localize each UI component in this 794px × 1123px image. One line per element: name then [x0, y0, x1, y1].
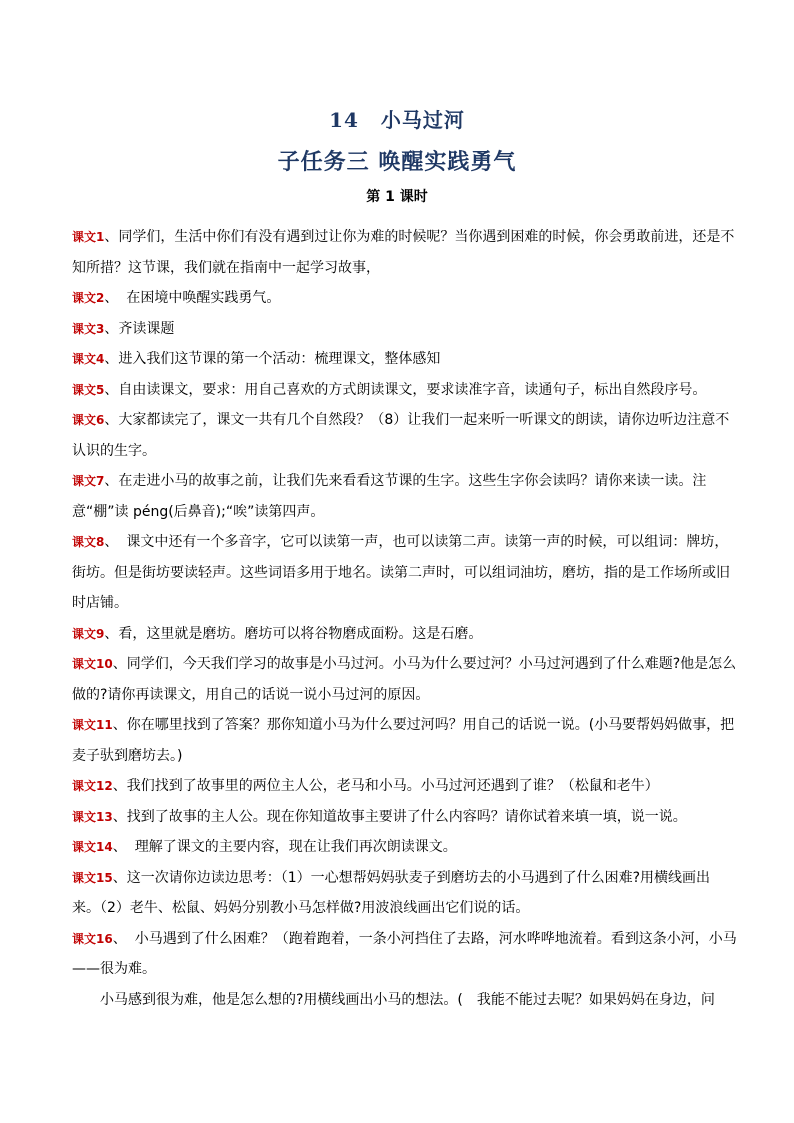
text-paragraph: [72, 832, 738, 863]
paragraph-label: 课文7: [72, 474, 105, 488]
paragraph-separator: 、: [104, 351, 119, 367]
paragraph-separator: 、: [112, 869, 127, 886]
text-paragraph: [72, 405, 738, 466]
text-paragraph: [72, 314, 738, 345]
paragraph-separator: 、: [112, 778, 127, 794]
paragraph-text: 齐读课题: [118, 320, 175, 337]
paragraph-text: 看，这里就是磨坊。磨坊可以将谷物磨成面粉。这是石磨。: [118, 625, 483, 642]
paragraph-separator: 、: [104, 473, 119, 489]
paragraph-separator: 、: [104, 320, 119, 337]
paragraph-label: 课文1: [72, 230, 105, 244]
paragraph-label: 课文12: [72, 779, 113, 793]
paragraph-text: 在困境中唤醒实践勇气。: [126, 290, 281, 306]
paragraph-text: 在走进小马的故事之前，让我们先来看看这节课的生字。这些生字你会读吗？请你来读一读。注意“棚”读 péng(后鼻音);“唉”读第四声。: [72, 473, 707, 520]
paragraph-label: 课文14: [72, 840, 113, 854]
closing-paragraph: 小马感到很为难，他是怎么想的?用横线画出小马的想法。( 我能不能过去呢？如果妈妈在身边，问: [100, 991, 715, 1008]
paragraph-text: 同学们，生活中你们有没有遇到过让你为难的时候呢？当你遇到困难的时候，你会勇敢前进，还是不知所措？这节课，我们就在指南中一起学习故事，: [72, 229, 735, 276]
paragraph-label: 课文4: [72, 352, 105, 366]
text-paragraph: [72, 283, 738, 314]
lesson-title: [0, 104, 794, 133]
paragraph-separator: 、: [112, 808, 127, 825]
text-paragraph: [72, 649, 738, 710]
paragraph-label: 课文6: [72, 413, 105, 427]
text-paragraph: [72, 375, 738, 406]
paragraph-text: 进入我们这节课的第一个活动：梳理课文，整体感知: [118, 351, 441, 367]
paragraph-label: 课文15: [72, 870, 113, 885]
paragraph-text: 这一次请你边读边思考：（1）一心想帮妈妈驮麦子到磨坊去的小马遇到了什么困难?用横线画出来。（2）老牛、松鼠、妈妈分别教小马怎样做?用波浪线画出它们说的话。: [72, 869, 711, 916]
paragraph-separator: 、: [112, 717, 127, 733]
document-body: [72, 222, 738, 1015]
paragraph-text: 大家都读完了，课文一共有几个自然段？（8）让我们一起来听一听课文的朗读，请你边听边注意不认识的生字。: [72, 412, 730, 459]
paragraph-list: [72, 222, 738, 985]
paragraph-text: 理解了课文的主要内容，现在让我们再次朗读课文。: [134, 839, 457, 855]
paragraph-text: 课文中还有一个多音字，它可以读第一声，也可以读第二声。读第一声的时候，可以组词：牌坊，街坊。但是街坊要读轻声。这些词语多用于地名。读第二声时，可以组词油坊，磨坊，指的是工作场所或旧时店铺。: [72, 534, 730, 611]
paragraph-separator: 、: [104, 412, 119, 428]
paragraph-separator: 、: [112, 930, 127, 947]
paragraph-separator: 、: [104, 229, 119, 245]
paragraph-text: 找到了故事的主人公。现在你知道故事主要讲了什么内容吗？请你试着来填一填，说一说。: [126, 808, 687, 825]
paragraph-label: 课文5: [72, 382, 105, 397]
paragraph-text: 自由读课文，要求：用自己喜欢的方式朗读课文，要求读准字音，读通句子，标出自然段序号。: [118, 381, 707, 398]
paragraph-label: 课文3: [72, 321, 105, 336]
paragraph-separator: 、: [112, 656, 127, 672]
paragraph-label: 课文10: [72, 657, 113, 671]
paragraph-text: 我们找到了故事里的两位主人公，老马和小马。小马过河还遇到了谁？（松鼠和老牛）: [126, 778, 659, 794]
paragraph-label: 课文9: [72, 626, 105, 641]
text-paragraph: [72, 344, 738, 375]
text-paragraph: [72, 802, 738, 833]
subtask-title: 子任务三 唤醒实践勇气: [277, 149, 517, 175]
text-paragraph: [72, 466, 738, 527]
paragraph-separator: 、: [104, 290, 119, 306]
text-paragraph: [72, 527, 738, 619]
paragraph-separator: 、: [104, 625, 119, 642]
text-paragraph: [72, 924, 738, 985]
lesson-number: 14: [329, 108, 359, 132]
text-paragraph: [72, 863, 738, 924]
lesson-period: 第 1 课时: [366, 189, 428, 205]
paragraph-label: 课文2: [72, 291, 105, 305]
paragraph-text: 你在哪里找到了答案？那你知道小马为什么要过河吗？用自己的话说一说。(小马要帮妈妈做事，把麦子驮到磨坊去。): [72, 717, 735, 764]
text-paragraph: [72, 710, 738, 771]
text-paragraph: [72, 771, 738, 802]
paragraph-label: 课文8: [72, 535, 105, 549]
paragraph-text: 小马遇到了什么困难？（跑着跑着，一条小河挡住了去路，河水哗哗地流着。看到这条小河，小马——很为难。: [72, 930, 737, 977]
paragraph-label: 课文11: [72, 718, 113, 732]
paragraph-separator: 、: [104, 534, 119, 550]
paragraph-label: 课文13: [72, 809, 113, 824]
lesson-title-text: 小马过河: [380, 108, 465, 132]
paragraph-separator: 、: [112, 839, 127, 855]
text-paragraph: [72, 619, 738, 650]
paragraph-text: 同学们，今天我们学习的故事是小马过河。小马为什么要过河？小马过河遇到了什么难题?他是怎么做的?请你再读课文，用自己的话说一说小马过河的原因。: [72, 656, 737, 703]
text-paragraph: [72, 222, 738, 283]
paragraph-separator: 、: [104, 381, 119, 398]
paragraph-label: 课文16: [72, 931, 113, 946]
